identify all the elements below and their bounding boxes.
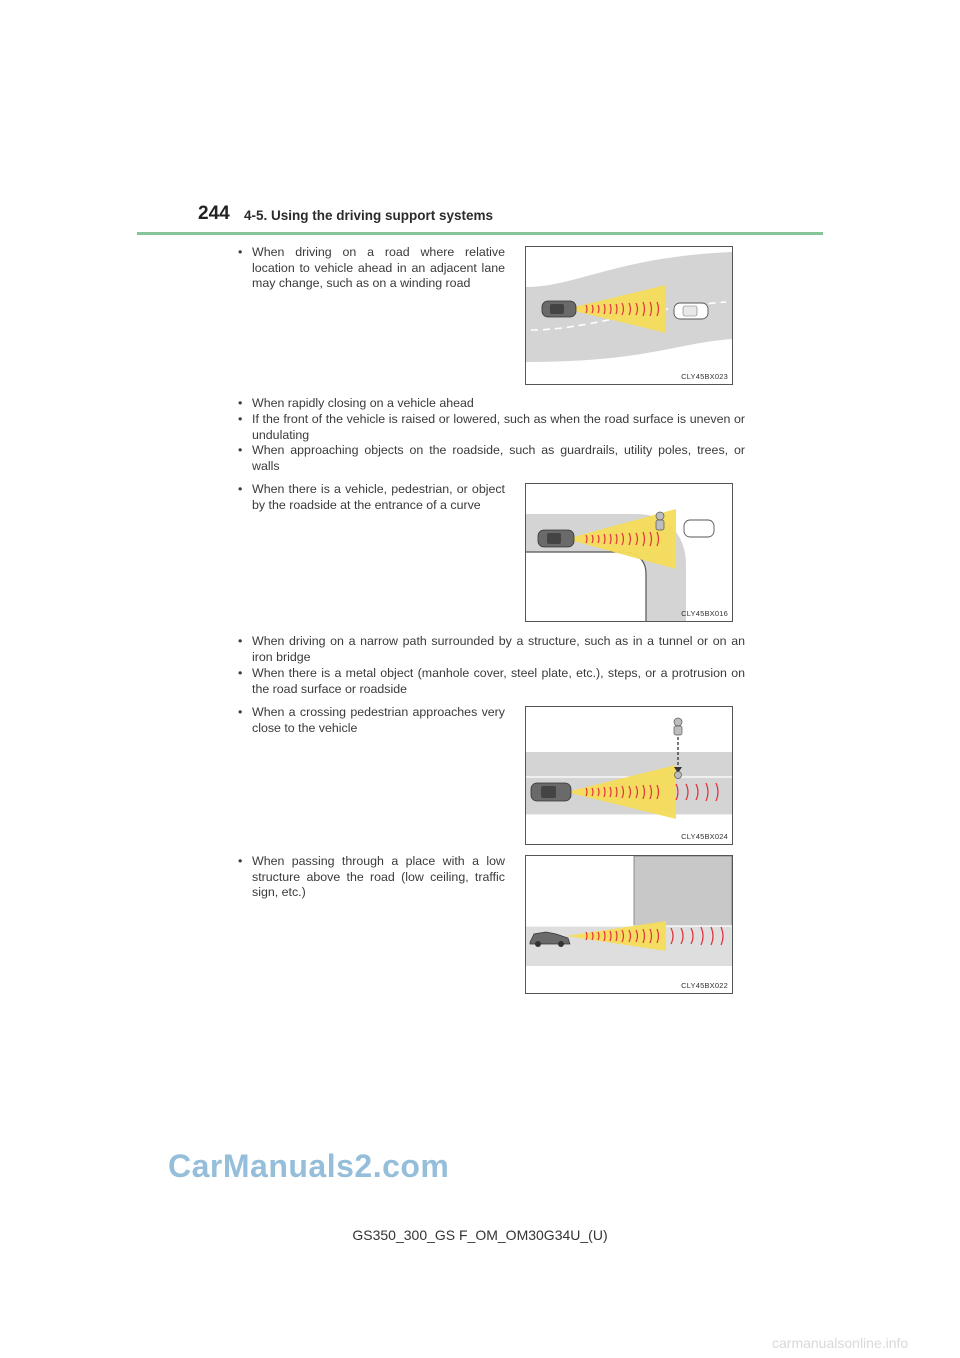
document-code: GS350_300_GS F_OM_OM30G34U_(U) [352, 1227, 608, 1243]
list-item-text: If the front of the vehicle is raised or lowered, such as when the road surface is uneven or undulating [252, 412, 745, 442]
list-item [238, 482, 505, 513]
bullet-mark: • [238, 854, 243, 868]
list-item-text: When a crossing pedestrian approaches very close to the vehicle [252, 705, 505, 735]
figure-crossing-pedestrian [525, 706, 733, 845]
figure-code: CLY45BX024 [681, 832, 728, 841]
figure-curve-entrance [525, 483, 733, 622]
list-item [238, 412, 745, 443]
figure-code: CLY45BX023 [681, 372, 728, 381]
list-item-text: When approaching objects on the roadside, such as guardrails, utility poles, trees, or walls [252, 443, 745, 473]
list-item [238, 245, 505, 292]
list-item-text: When driving on a narrow path surrounded by a structure, such as in a tunnel or on an iron bridge [252, 634, 745, 664]
header-divider [137, 232, 823, 235]
page-header [198, 203, 822, 235]
list-item [238, 705, 505, 736]
list-item [238, 443, 745, 474]
figure-code: CLY45BX016 [681, 609, 728, 618]
bullet-mark: • [238, 666, 243, 680]
bullet-mark: • [238, 443, 243, 457]
figure-winding-road [525, 246, 733, 385]
list-item-text: When there is a vehicle, pedestrian, or object by the roadside at the entrance of a curve [252, 482, 505, 512]
bullet-mark: • [238, 245, 243, 259]
bullet-mark: • [238, 705, 243, 719]
list-item [238, 666, 745, 697]
watermark-logo: CarManuals2.com [168, 1148, 450, 1184]
figure-low-structure [525, 855, 733, 994]
bullet-mark: • [238, 396, 243, 410]
page-number: 244 [198, 203, 230, 224]
list-item [238, 396, 745, 412]
list-item-text: When there is a metal object (manhole cover, steel plate, etc.), steps, or a protrusion on the road surface or roadside [252, 666, 745, 696]
list-item-text: When driving on a road where relative location to vehicle ahead in an adjacent lane may change, such as on a winding road [252, 245, 505, 291]
list-item-text: When passing through a place with a low structure above the road (low ceiling, traffic sign, etc.) [252, 854, 505, 900]
section-title: 4-5. Using the driving support systems [244, 208, 494, 223]
bullet-mark: • [238, 634, 243, 648]
watermark-url: carmanualsonline.info [772, 1335, 909, 1351]
bullet-mark: • [238, 412, 243, 426]
bullet-mark: • [238, 482, 243, 496]
figure-code: CLY45BX022 [681, 981, 728, 990]
list-item [238, 634, 745, 665]
list-item-text: When rapidly closing on a vehicle ahead [252, 396, 474, 410]
list-item [238, 854, 505, 901]
